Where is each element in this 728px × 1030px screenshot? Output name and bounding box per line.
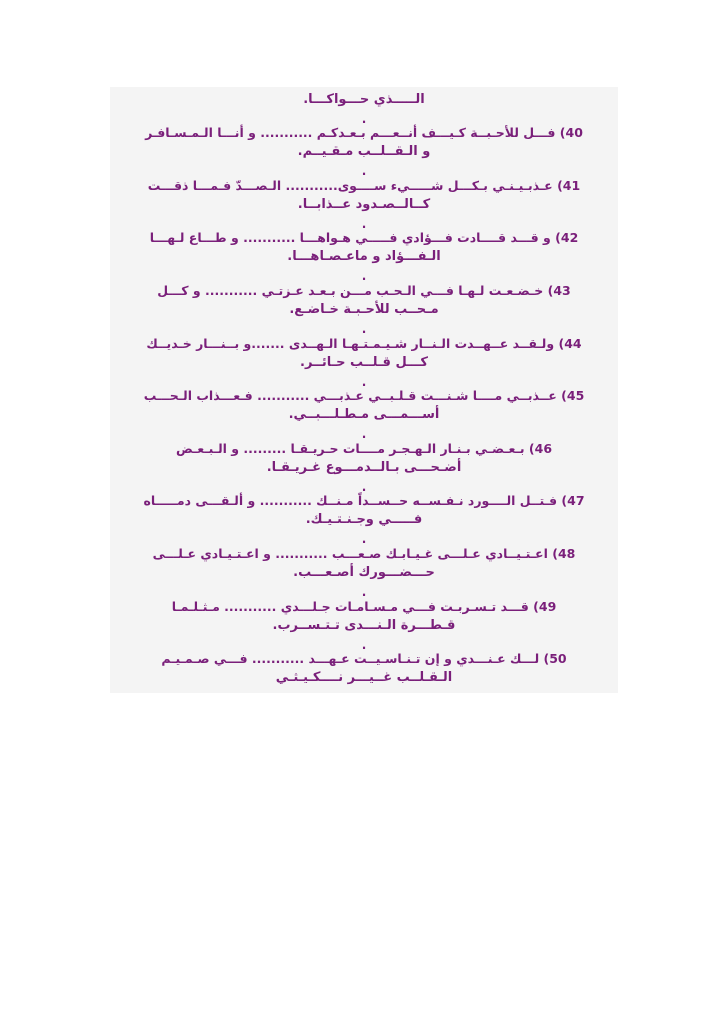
- stanza-44-line1: 44) ولـقــد عــهــدت الـنــار شـيـمـتـهـا الـهــدى .......و بــنـــار خـديــك: [146, 336, 582, 351]
- stanza-43-line1: 43) خـضـعـت لـهـا فـــي الـحـب مـــن بـعـد عـزتـي ........... و كـــل: [157, 283, 571, 298]
- separator-dot: .: [361, 112, 367, 126]
- stanza-42-line2: الـفـــؤاد و ماعـصـاهـــا.: [287, 249, 441, 264]
- stanza-40-line2: و الـقــلــب مـقـيــم.: [297, 144, 431, 159]
- poem-panel: [110, 87, 618, 693]
- separator-dot: .: [361, 427, 367, 441]
- stanza-45-line2: أســـمـــى مـطـلـــبــي.: [288, 407, 440, 422]
- stanza-48-line2: حـــضـــورك أصـعـــب.: [293, 565, 435, 580]
- separator-dot: .: [361, 480, 367, 494]
- separator-dot: .: [361, 269, 367, 283]
- separator-dot: .: [361, 585, 367, 599]
- separator-dot: .: [361, 322, 367, 336]
- stanza-47-line2: فـــــي وجـنـتـيـك.: [305, 512, 423, 527]
- stanza-49-line2: قـطـــرة الـنـــدى تـتـســرب.: [272, 618, 456, 633]
- stanza-40-line1: 40) فـــل للأحـبــة كـيـــف أنــعـــم بـعـدكـم ........... و أنـــا الـمـسـافـر: [145, 125, 583, 140]
- stanza-50-line1: 50) لـــك عـنـــدي و إن تـنـاسـيــت عـهـــد ........... فـــي صـمـيـم: [161, 651, 567, 666]
- stanza-44-line2: كـــل قـلــب حـائــر.: [300, 355, 428, 370]
- stanza-42-line1: 42) و قـــد قــــادت فـــؤادي فـــــي هـواهـــا ........... و طـــاع لـهـــا: [149, 230, 579, 245]
- stanza-45-line1: 45) عــذبــي مــــا شـنـــت قـلـبــي عـذبـــي ........... فـعـــذاب الـحـــب: [143, 388, 585, 403]
- stanza-43-line2: مـحــب للأحـبـة خـاضـع.: [289, 302, 439, 317]
- separator-dot: .: [361, 217, 367, 231]
- stanza-49-line1: 49) قـــد تـسـربـت فـــي مـسـامـات جـلـــدي ........... مـثـلـمـا: [171, 599, 557, 614]
- separator-dot: .: [361, 375, 367, 389]
- separator-dot: .: [361, 532, 367, 546]
- separator-dot: .: [361, 638, 367, 652]
- stanza-46-line1: 46) بـعـضـي بـنـار الـهـجـر مــــات حـريـقـا ......... و الـبـعـض: [175, 441, 553, 456]
- stanza-48-line1: 48) اعـتـيــادي عـلـــى غـيـابـك صـعـــب ........... و اعـتـيـادي عـلـــى: [152, 546, 576, 561]
- poem-line-intro: الـــــذي حـــواكـــا.: [303, 92, 425, 107]
- separator-dot: .: [361, 164, 367, 178]
- stanza-41-line2: كــالــصـدود عــذابــا.: [297, 197, 431, 212]
- stanza-46-line2: أضـحـــى بـالــدمـــوع غـريـقـا.: [266, 460, 462, 475]
- stanza-47-line1: 47) فـتــل الــــورد نـفـســه حــســداً مـنــك ........... و ألـقـــى دمـــــاه: [143, 493, 585, 508]
- stanza-50-line2: الـقـلــب غــيـــر نــــكـيـثـي: [275, 670, 453, 685]
- stanza-41-line1: 41) عـذبـيـنـي بـكـــل شـــــيء ســــوى........... الـصـــدّ فـمـــا ذقـــت: [147, 178, 581, 193]
